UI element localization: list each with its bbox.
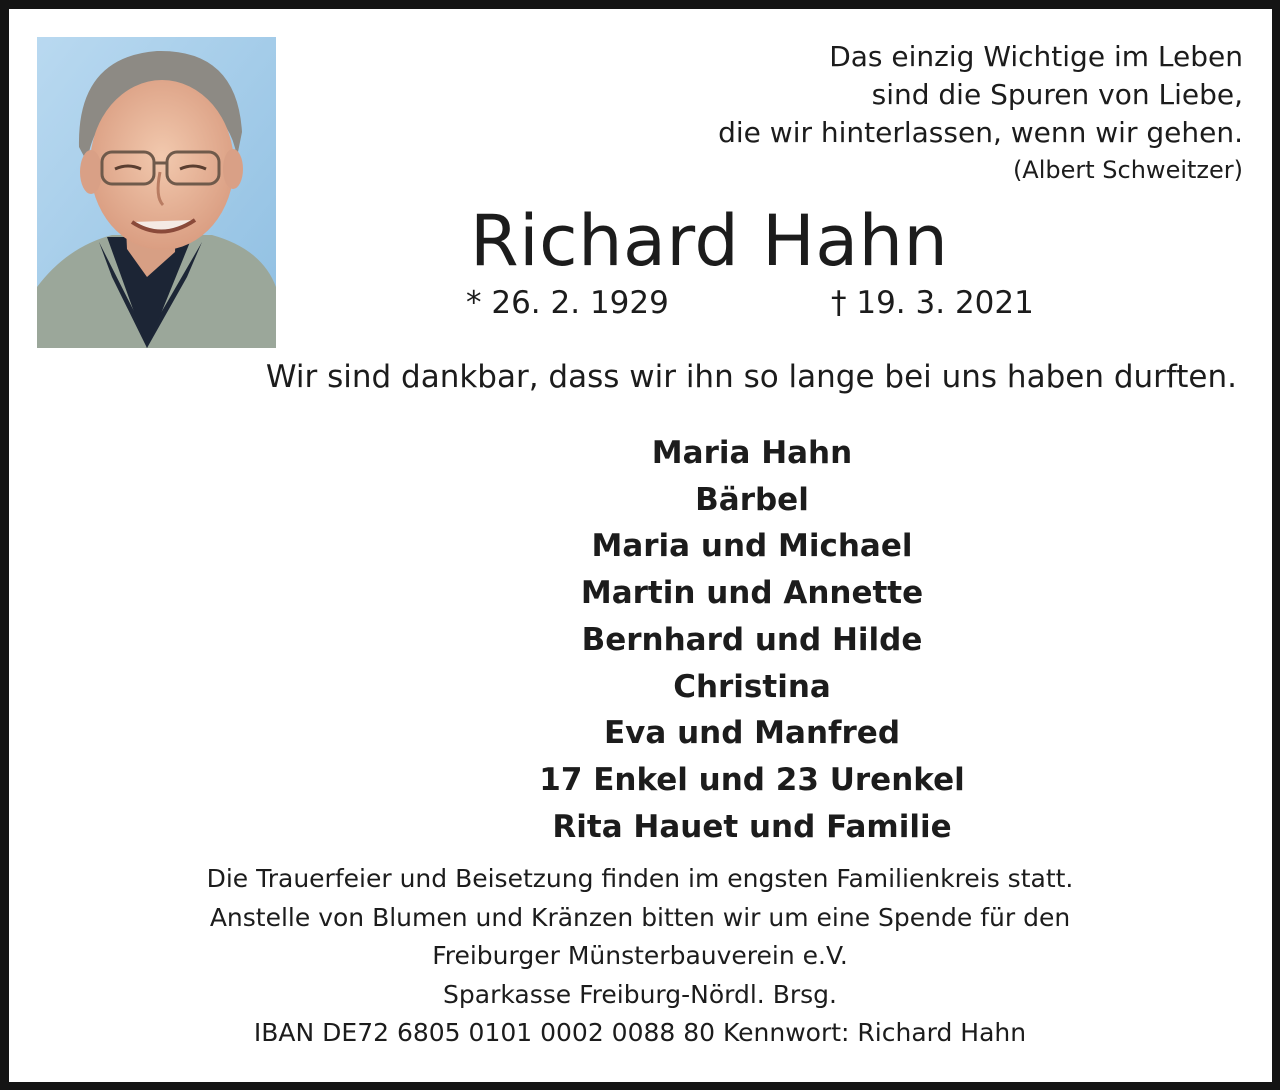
mourner-name: Rita Hauet und Familie (552, 808, 952, 845)
funeral-notice (140, 860, 1140, 1053)
death-date: † 19. 3. 2021 (831, 285, 1034, 321)
mourner-name: 17 Enkel und 23 Urenkel (539, 761, 965, 798)
deceased-name: Richard Hahn (470, 200, 949, 282)
mourner-name: Eva und Manfred (603, 715, 901, 752)
mourner-name: Bärbel (695, 481, 809, 518)
mourner-name: Christina (673, 668, 831, 705)
quote-block (543, 38, 1243, 188)
mourner-name: Bernhard und Hilde (581, 621, 923, 658)
notice-line: Freiburger Münsterbauverein e.V. (432, 941, 848, 970)
mourner-name: Maria Hahn (651, 435, 853, 471)
bank-details: IBAN DE72 6805 0101 0002 0088 80 Kennwort: Richard Hahn (253, 1018, 1027, 1047)
mourner-name: Martin und Annette (580, 575, 924, 612)
thanks-line: Wir sind dankbar, dass wir ihn so lange bei uns haben durften. (265, 359, 1237, 395)
mourners-list (452, 430, 1052, 850)
notice-line: Anstelle von Blumen und Kränzen bitten wir um eine Spende für den (209, 902, 1071, 932)
mourner-name: Maria und Michael (591, 528, 913, 565)
notice-line: Die Trauerfeier und Beisetzung finden im engsten Familienkreis statt. (206, 864, 1074, 893)
quote-line: sind die Spuren von Liebe, (871, 78, 1243, 111)
birth-date: * 26. 2. 1929 (466, 285, 669, 321)
quote-line: Das einzig Wichtige im Leben (829, 40, 1243, 73)
portrait-photo (37, 37, 276, 348)
notice-line: Sparkasse Freiburg-Nördl. Brsg. (443, 979, 837, 1009)
quote-author: (Albert Schweitzer) (1012, 156, 1243, 184)
quote-line: die wir hinterlassen, wenn wir gehen. (718, 116, 1243, 149)
